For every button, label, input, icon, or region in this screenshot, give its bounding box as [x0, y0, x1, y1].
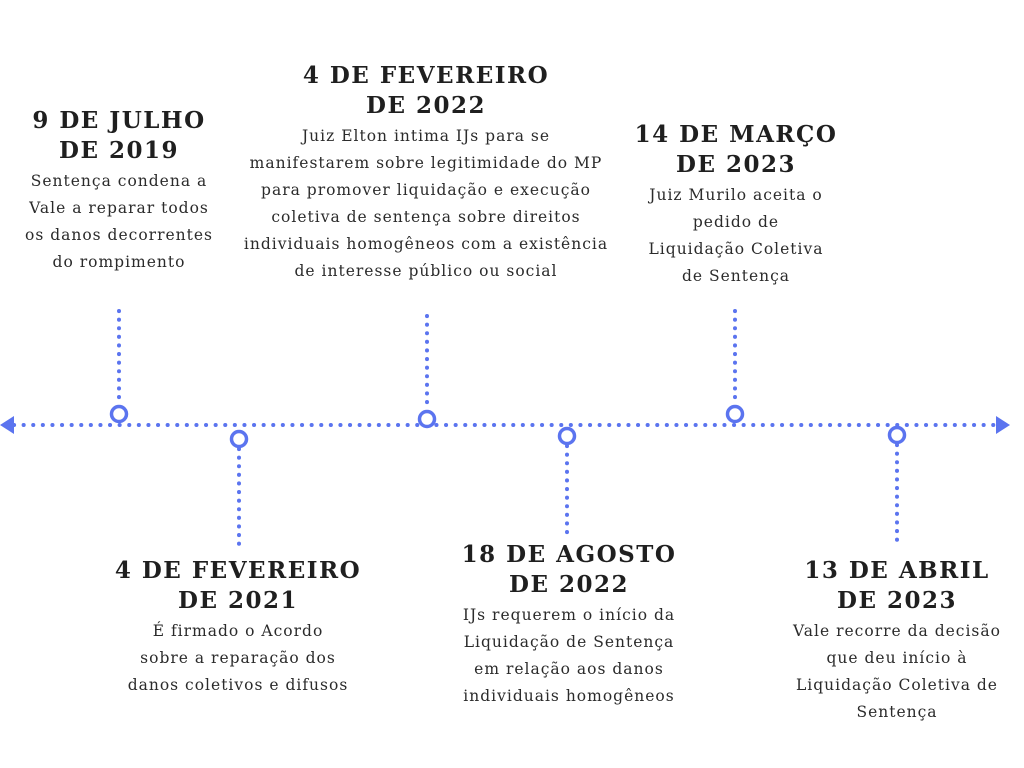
event-description: IJs requerem o início da Liquidação de Sentença em relação aos danos individuais homogêneos: [462, 606, 676, 705]
event-description: Juiz Elton intima IJs para se manifestarem sobre legitimidade do MP para promover liquidação e execução coletiva de sentença sobre direitos individuais homogêneos com a existência de interesse público ou social: [243, 127, 609, 280]
event-date: 18 DE AGOSTO DE 2022: [461, 541, 677, 598]
event-2022-02: [236, 61, 616, 285]
event-description: Vale recorre da decisão que deu início à Liquidação Coletiva de Sentença: [793, 622, 1001, 721]
event-marker: [420, 412, 435, 427]
event-marker: [728, 407, 743, 422]
event-2022-08: [449, 540, 689, 710]
event-date: 14 DE MARÇO DE 2023: [634, 121, 838, 178]
timeline-left-arrow-icon: [0, 416, 14, 434]
timeline-right-arrow-icon: [996, 416, 1010, 434]
event-2019-07: [9, 106, 229, 276]
event-2023-03: [626, 120, 846, 290]
event-2023-04: [780, 556, 1014, 726]
event-description: Sentença condena a Vale a reparar todos os danos decorrentes do rompimento: [24, 172, 213, 271]
event-2021-02: [104, 556, 372, 699]
event-date: 9 DE JULHO DE 2019: [32, 107, 206, 164]
event-description: Juiz Murilo aceita o pedido de Liquidação Coletiva de Sentença: [648, 186, 824, 285]
event-date: 13 DE ABRIL DE 2023: [804, 557, 990, 614]
event-marker: [112, 407, 127, 422]
event-marker: [232, 432, 247, 447]
event-marker: [890, 428, 905, 443]
event-marker: [560, 429, 575, 444]
event-date: 4 DE FEVEREIRO DE 2022: [302, 62, 550, 119]
event-date: 4 DE FEVEREIRO DE 2021: [114, 557, 362, 614]
event-description: É firmado o Acordo sobre a reparação dos danos coletivos e difusos: [127, 622, 349, 694]
